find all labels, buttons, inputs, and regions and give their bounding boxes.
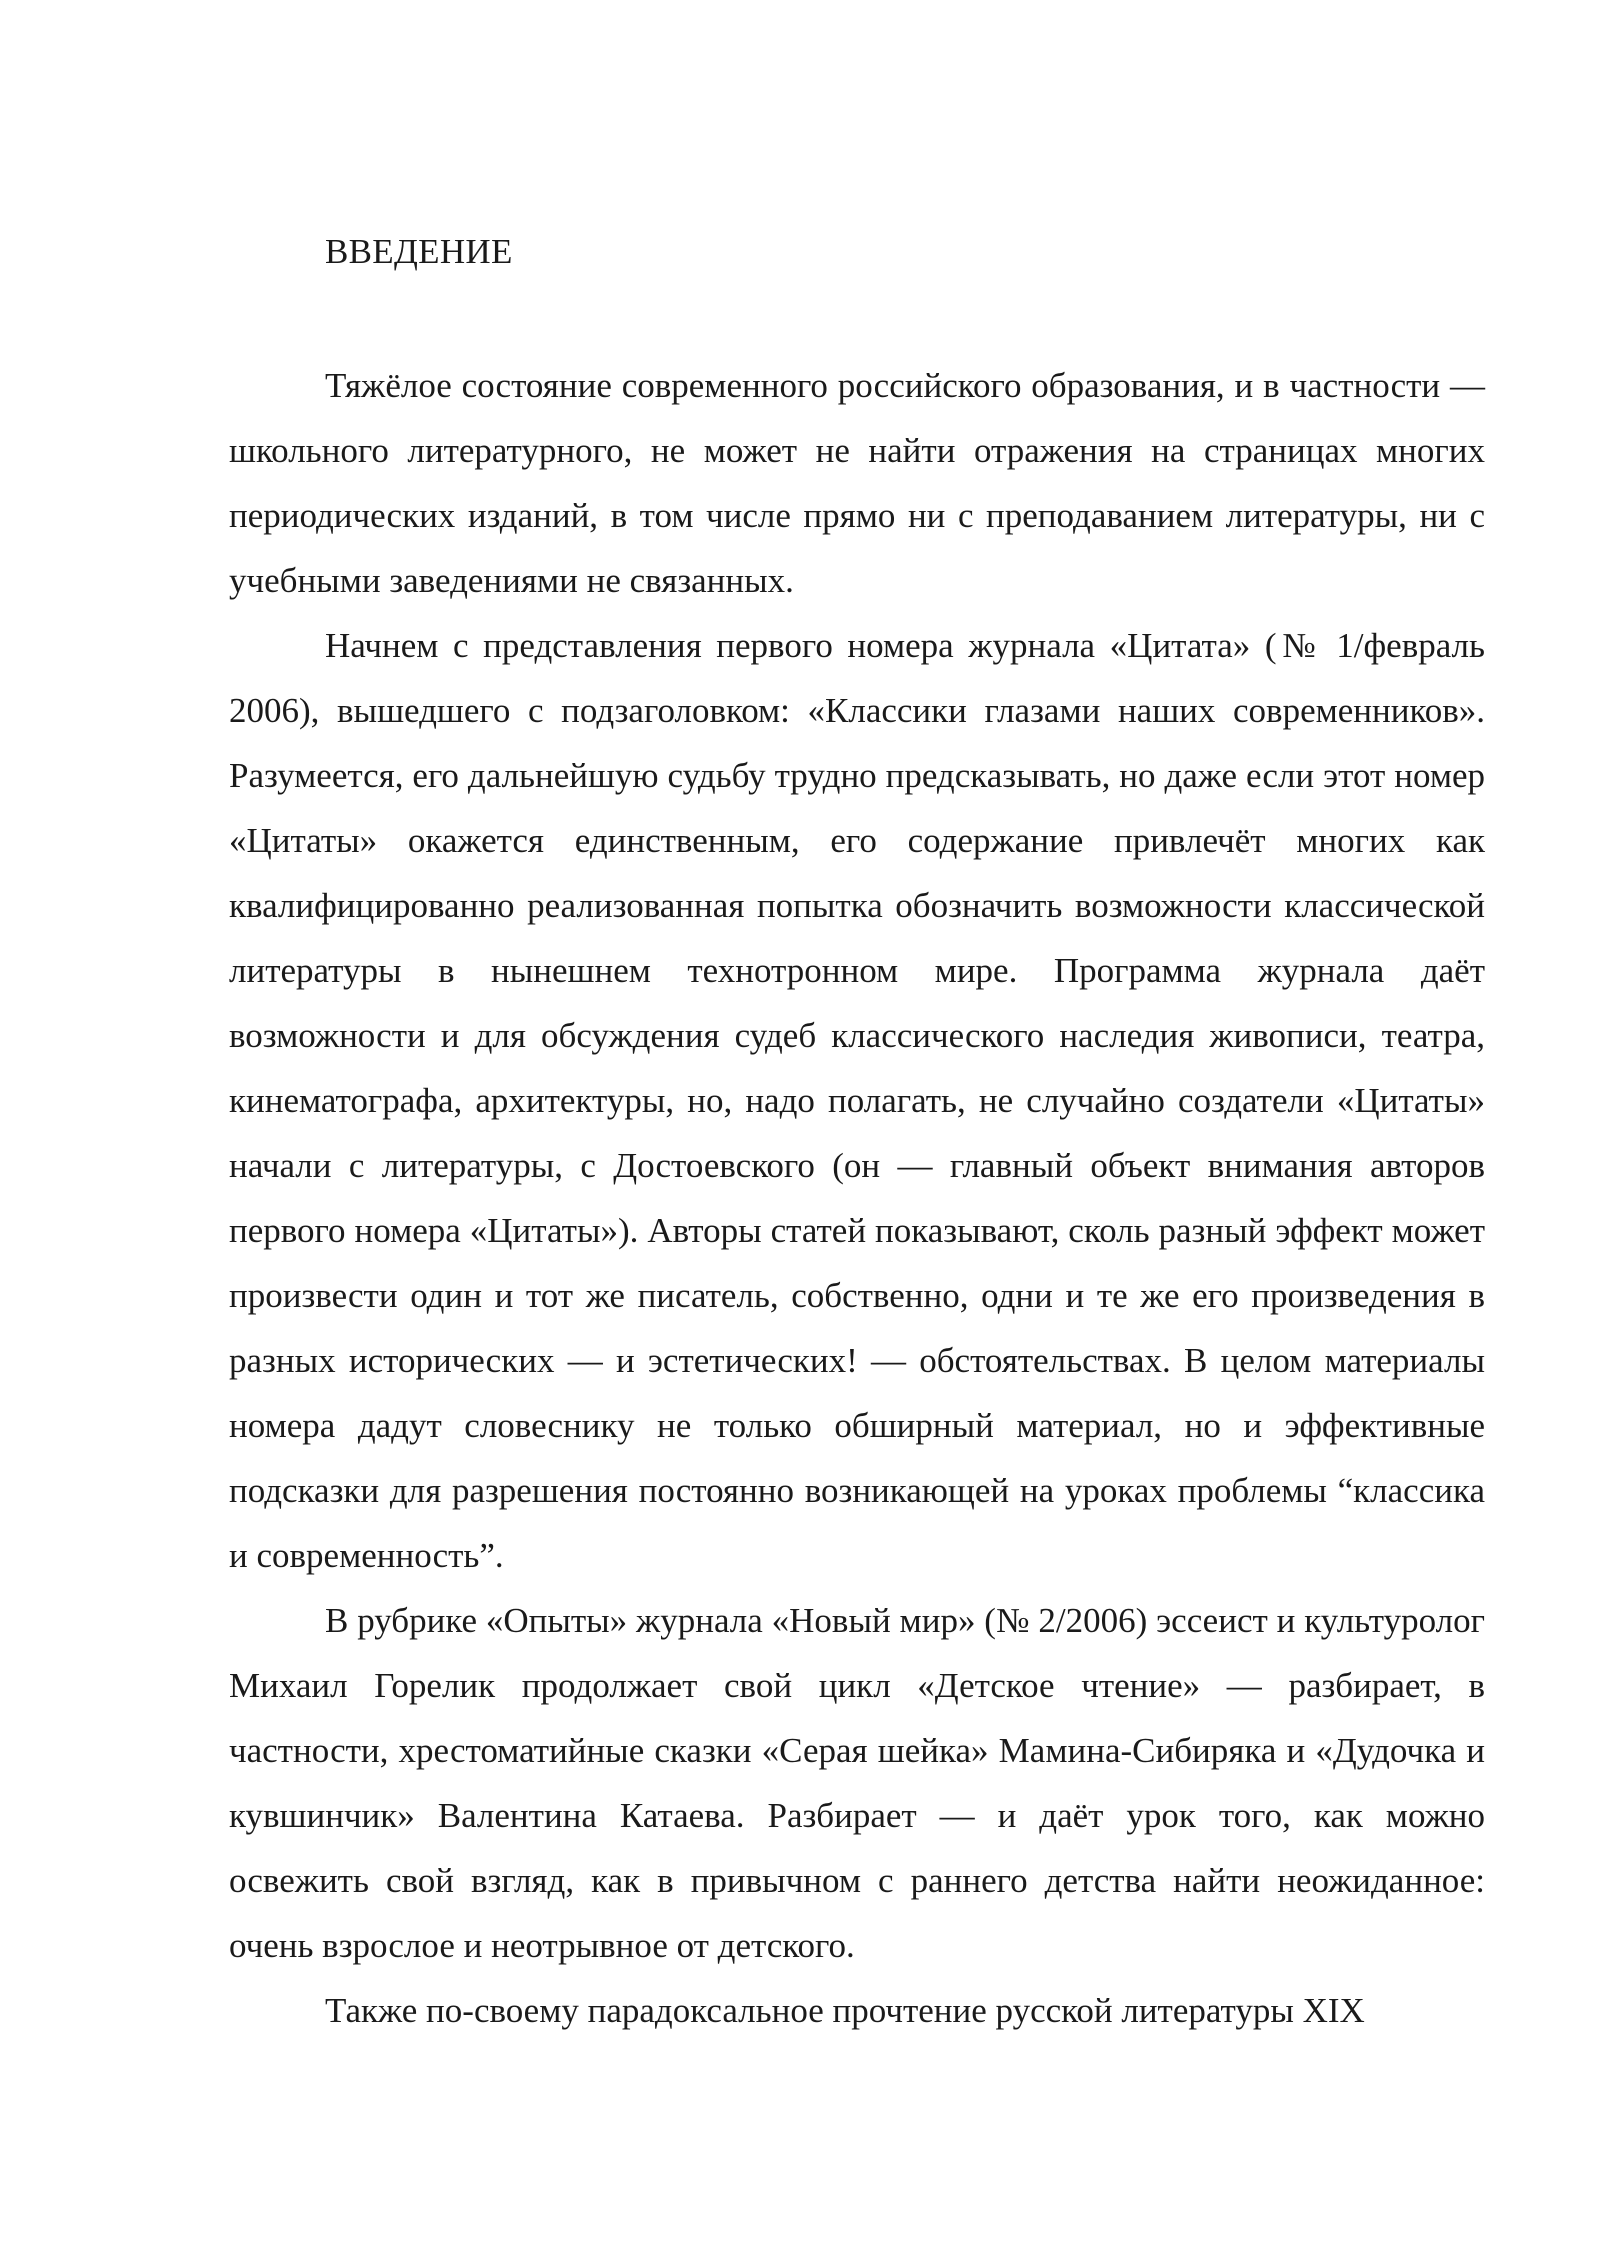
paragraph-continuation: Также по-своему парадоксальное прочтение русской литературы XIX [325, 1991, 1365, 2030]
paragraph-novy-mir: В рубрике «Опыты» журнала «Новый мир» (№ 2/2006) эссеист и культуролог Михаил Горелик продолжает свой цикл «Детское чтение» — разбирает, в частности, хрестоматийные сказки «Серая шейка» Мамина-Сибиряка и «Дудочка и кувшинчик» Валентина Катаева. Разбирает — и даёт урок того, как можно освежить свой взгляд, как в привычном с раннего детства найти неожиданное: очень взрослое и неотрывное от детского. [229, 1601, 1485, 1965]
document-body [229, 353, 1485, 2043]
paragraph-citata-journal: Начнем с представления первого номера журнала «Цитата» (№ 1/февраль 2006), вышедшего с подзаголовком: «Классики глазами наших современников». Разумеется, его дальнейшую судьбу трудно предсказывать, но даже если этот номер «Цитаты» окажется единственным, его содержание привлечёт многих как квалифицированно реализованная попытка обозначить возможности классической литературы в нынешнем технотронном мире. Программа журнала даёт возможности и для обсуждения судеб классического наследия живописи, театра, кинематографа, архитектуры, но, надо полагать, не случайно создатели «Цитаты» начали с литературы, с Достоевского (он — главный объект внимания авторов первого номера «Цитаты»). Авторы статей показывают, сколь разный эффект может произвести один и тот же писатель, собственно, одни и те же его произведения в разных исторических — и эстетических! — обстоятельствах. В целом материалы номера дадут словеснику не только обширный материал, но и эффективные подсказки для разрешения постоянно возникающей на уроках проблемы “классика и современность”. [229, 626, 1485, 1575]
page-heading: ВВЕДЕНИЕ [325, 232, 513, 271]
paragraph-intro: Тяжёлое состояние современного российского образования, и в частности — школьного литературного, не может не найти отражения на страницах многих периодических изданий, в том числе прямо ни с преподаванием литературы, ни с учебными заведениями не связанных. [229, 366, 1485, 600]
